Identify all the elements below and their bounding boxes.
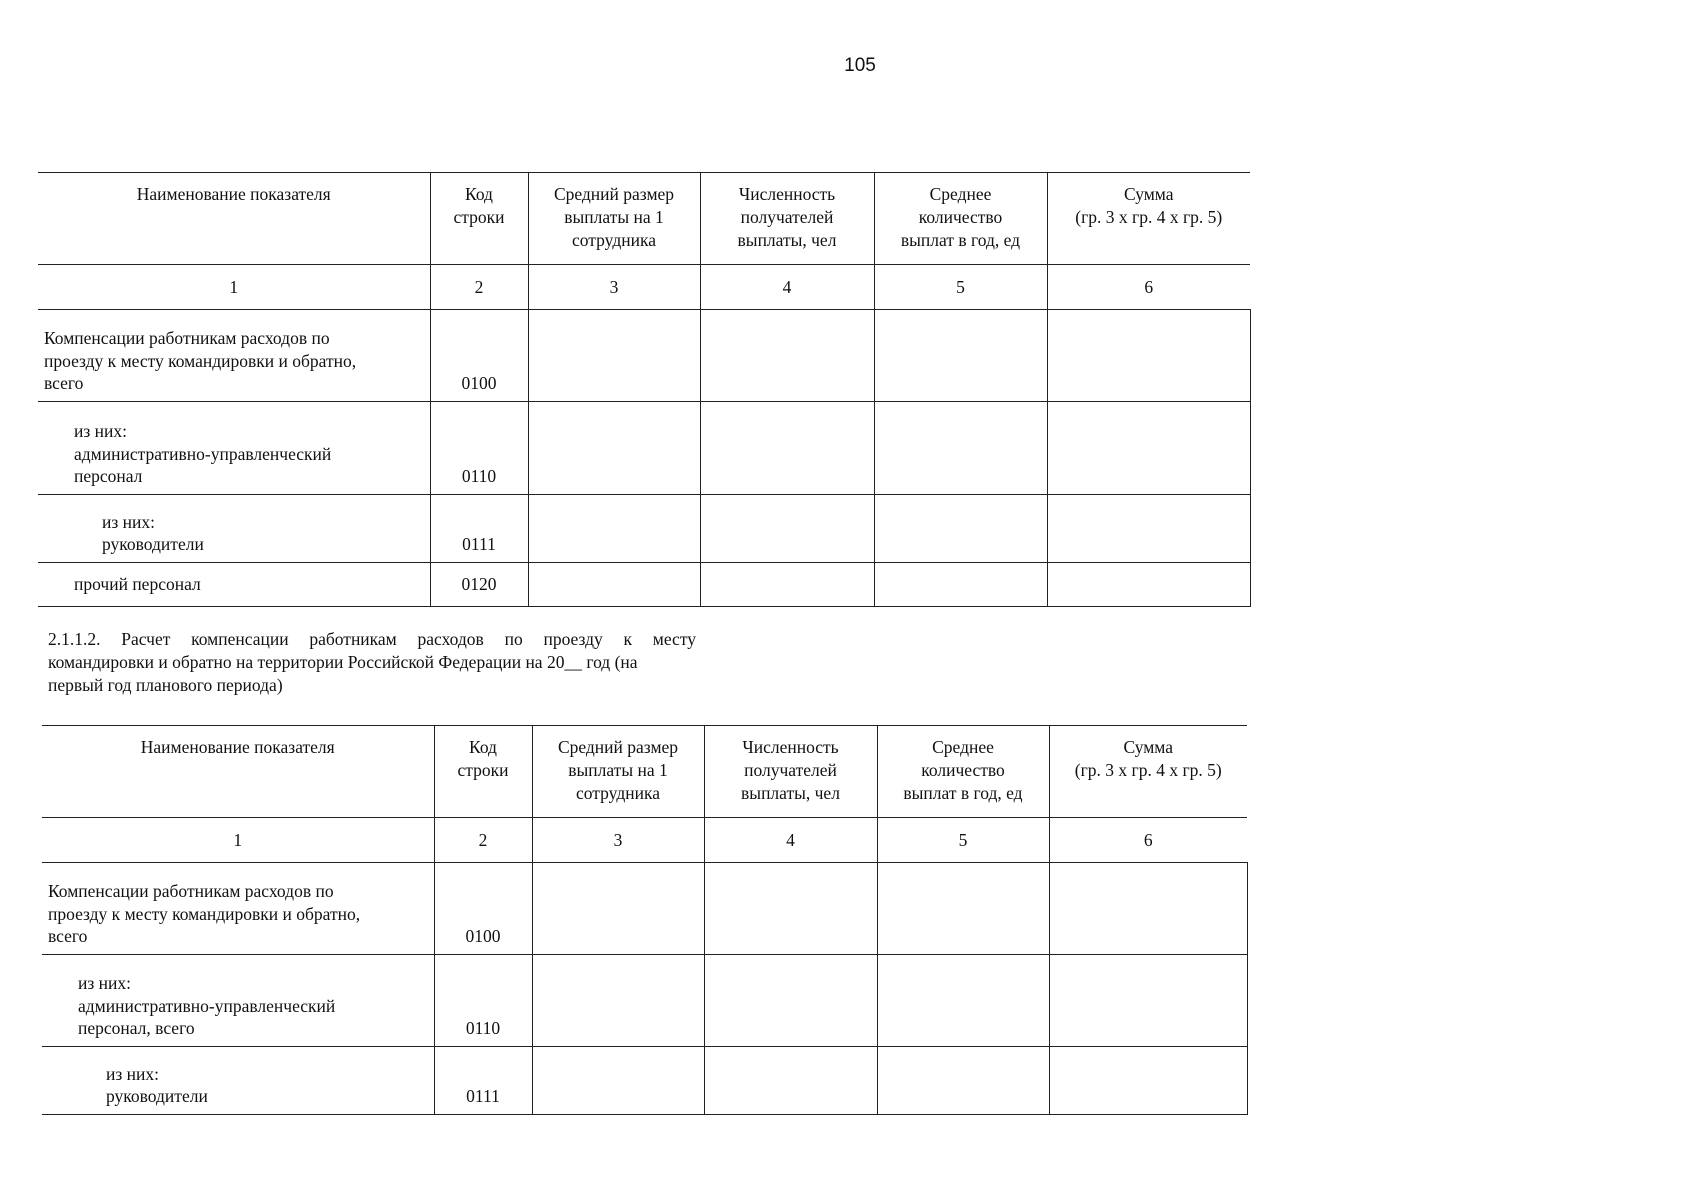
input-cell[interactable]	[1049, 863, 1247, 955]
column-number: 1	[38, 265, 430, 310]
row-name: Компенсации работникам расходов по проезду к месту командировки и обратно, всего	[38, 310, 430, 402]
row-code: 0120	[430, 563, 528, 607]
input-cell[interactable]	[704, 1047, 877, 1115]
input-cell[interactable]	[874, 563, 1047, 607]
caption-line: 2.1.1.2. Расчет компенсации работникам расходов по проезду к месту	[48, 629, 696, 649]
table-travel-compensation-planning	[42, 725, 1248, 1115]
table-row	[42, 955, 1247, 1047]
header-name: Наименование показателя	[42, 726, 434, 818]
column-number-row	[42, 818, 1247, 863]
row-name: из них: руководители	[42, 1047, 434, 1115]
row-name: Компенсации работникам расходов по проезду к месту командировки и обратно, всего	[42, 863, 434, 955]
header-avg-count: Среднее количество выплат в год, ед	[877, 726, 1049, 818]
caption-line: первый год планового периода)	[48, 674, 283, 695]
input-cell[interactable]	[704, 955, 877, 1047]
header-sum: Сумма (гр. 3 х гр. 4 х гр. 5)	[1049, 726, 1247, 818]
input-cell[interactable]	[528, 402, 700, 495]
header-recipients: Численность получателей выплаты, чел	[700, 173, 874, 265]
column-number: 3	[532, 818, 704, 863]
header-avg-count: Среднее количество выплат в год, ед	[874, 173, 1047, 265]
input-cell[interactable]	[528, 495, 700, 563]
header-sum: Сумма (гр. 3 х гр. 4 х гр. 5)	[1047, 173, 1250, 265]
column-number: 4	[704, 818, 877, 863]
input-cell[interactable]	[877, 863, 1049, 955]
row-code: 0100	[434, 863, 532, 955]
table-row	[38, 402, 1250, 495]
table-travel-compensation-current	[38, 172, 1251, 607]
input-cell[interactable]	[874, 310, 1047, 402]
column-number: 5	[874, 265, 1047, 310]
table-row	[42, 1047, 1247, 1115]
header-avg-payment: Средний размер выплаты на 1 сотрудника	[532, 726, 704, 818]
row-code: 0111	[434, 1047, 532, 1115]
input-cell[interactable]	[532, 955, 704, 1047]
header-recipients: Численность получателей выплаты, чел	[704, 726, 877, 818]
column-number: 3	[528, 265, 700, 310]
input-cell[interactable]	[528, 310, 700, 402]
input-cell[interactable]	[1047, 563, 1250, 607]
input-cell[interactable]	[1049, 1047, 1247, 1115]
input-cell[interactable]	[1047, 495, 1250, 563]
row-code: 0100	[430, 310, 528, 402]
input-cell[interactable]	[874, 402, 1047, 495]
row-code: 0110	[430, 402, 528, 495]
input-cell[interactable]	[1047, 402, 1250, 495]
column-number: 2	[430, 265, 528, 310]
column-number: 6	[1047, 265, 1250, 310]
table-row	[38, 495, 1250, 563]
row-name: из них: административно-управленческий персонал	[38, 402, 430, 495]
section-caption	[48, 628, 748, 696]
input-cell[interactable]	[877, 955, 1049, 1047]
row-code: 0111	[430, 495, 528, 563]
header-code: Код строки	[430, 173, 528, 265]
input-cell[interactable]	[700, 495, 874, 563]
row-name: прочий персонал	[38, 563, 430, 607]
row-name: из них: руководители	[38, 495, 430, 563]
header-row	[38, 173, 1250, 265]
table-row	[42, 863, 1247, 955]
input-cell[interactable]	[704, 863, 877, 955]
input-cell[interactable]	[874, 495, 1047, 563]
column-number-row	[38, 265, 1250, 310]
column-number: 2	[434, 818, 532, 863]
row-code: 0110	[434, 955, 532, 1047]
table-row	[38, 310, 1250, 402]
table-row	[38, 563, 1250, 607]
column-number: 4	[700, 265, 874, 310]
input-cell[interactable]	[532, 1047, 704, 1115]
page-number: 105	[844, 55, 876, 76]
row-name: из них: административно-управленческий персонал, всего	[42, 955, 434, 1047]
header-name: Наименование показателя	[38, 173, 430, 265]
column-number: 5	[877, 818, 1049, 863]
input-cell[interactable]	[877, 1047, 1049, 1115]
input-cell[interactable]	[1049, 955, 1247, 1047]
input-cell[interactable]	[532, 863, 704, 955]
input-cell[interactable]	[700, 310, 874, 402]
input-cell[interactable]	[528, 563, 700, 607]
column-number: 6	[1049, 818, 1247, 863]
header-avg-payment: Средний размер выплаты на 1 сотрудника	[528, 173, 700, 265]
caption-line: командировки и обратно на территории Российской Федерации на 20__ год (на	[48, 651, 638, 672]
input-cell[interactable]	[700, 563, 874, 607]
input-cell[interactable]	[700, 402, 874, 495]
header-code: Код строки	[434, 726, 532, 818]
column-number: 1	[42, 818, 434, 863]
header-row	[42, 726, 1247, 818]
input-cell[interactable]	[1047, 310, 1250, 402]
